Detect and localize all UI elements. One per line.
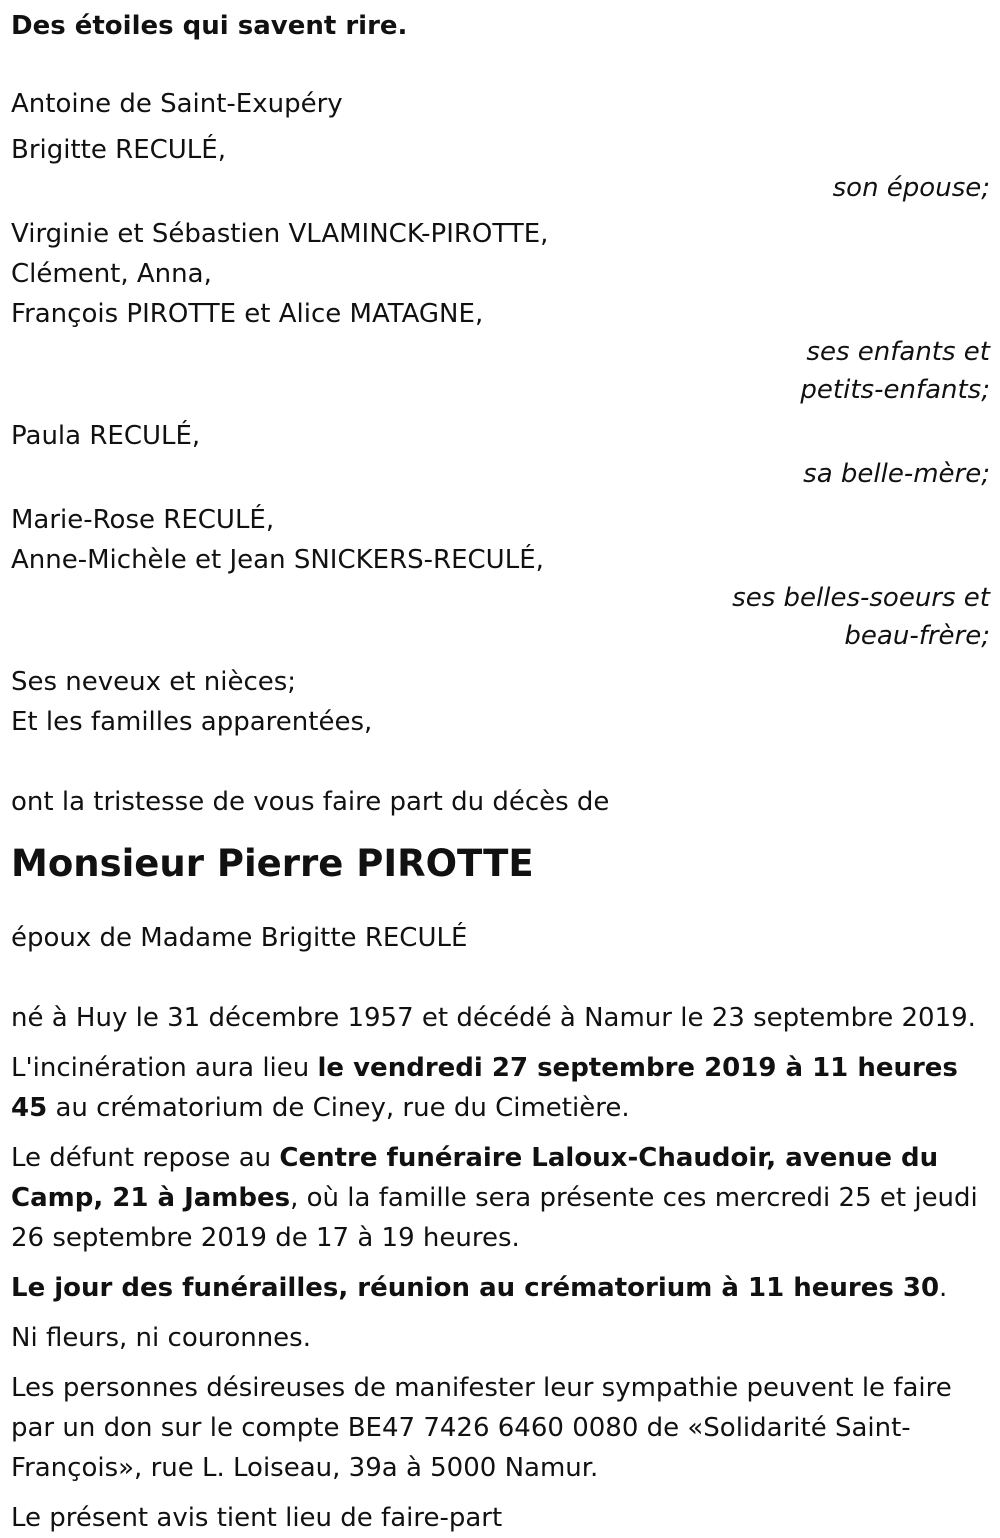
donation-paragraph: Les personnes désireuses de manifester leur sympathie peuvent le faire par un don sur le compte BE47 7426 6460 0080 de «Solidarité Saint-François», rue L. Loiseau, 39a à 5000 Namur.	[11, 1373, 952, 1483]
family-name: Brigitte RECULÉ,	[11, 135, 226, 165]
spouse-line: époux de Madame Brigitte RECULÉ	[11, 923, 468, 953]
repose-paragraph	[11, 1138, 990, 1258]
family-group-children	[11, 214, 990, 410]
family-name: Virginie et Sébastien VLAMINCK-PIROTTE,	[11, 219, 549, 249]
family-role: beau-frère;	[844, 621, 990, 651]
family-group-mother-in-law	[11, 416, 990, 494]
meeting-paragraph	[11, 1268, 990, 1308]
birth-death-line: né à Huy le 31 décembre 1957 et décédé à Namur le 23 septembre 2019.	[11, 1003, 976, 1033]
epigraph-author: Antoine de Saint-Exupéry	[11, 89, 343, 119]
family-name: Anne-Michèle et Jean SNICKERS-RECULÉ,	[11, 545, 544, 575]
family-role: ses belles-soeurs et	[732, 583, 990, 613]
obituary-notice	[11, 6, 990, 1538]
family-name: François PIROTTE et Alice MATAGNE,	[11, 299, 484, 329]
announcement: ont la tristesse de vous faire part du décès de	[11, 787, 610, 817]
family-group-siblings-in-law	[11, 500, 990, 656]
family-role: sa belle-mère;	[803, 459, 990, 489]
family-role: ses enfants et	[806, 337, 990, 367]
spacer	[11, 46, 990, 84]
family-role: petits-enfants;	[800, 375, 990, 405]
epigraph-quote: Des étoiles qui savent rire.	[11, 11, 408, 41]
other-relatives	[11, 662, 990, 742]
cremation-suffix: au crématorium de Ciney, rue du Cimetière.	[47, 1093, 630, 1123]
family-name: Marie-Rose RECULÉ,	[11, 505, 275, 535]
cremation-date: le vendredi 27 septembre 2019 à 11 heures 45	[11, 1053, 958, 1123]
closing-note: Le présent avis tient lieu de faire-part	[11, 1503, 503, 1533]
flowers-note: Ni fleurs, ni couronnes.	[11, 1323, 311, 1353]
cremation-prefix: L'incinération aura lieu	[11, 1053, 318, 1083]
repose-location: Centre funéraire Laloux-Chaudoir, avenue du Camp, 21 à Jambes	[11, 1143, 939, 1213]
other-relatives-line: Et les familles apparentées,	[11, 707, 373, 737]
spacer	[11, 958, 990, 998]
family-role: son épouse;	[832, 173, 990, 203]
meeting-suffix: .	[939, 1273, 948, 1303]
family-group-spouse	[11, 130, 990, 208]
deceased-name: Monsieur Pierre PIROTTE	[11, 842, 534, 885]
family-name: Clément, Anna,	[11, 259, 212, 289]
repose-suffix: , où la famille sera présente ces mercredi 25 et jeudi 26 septembre 2019 de 17 à 19 heures.	[11, 1183, 978, 1253]
cremation-paragraph	[11, 1048, 990, 1128]
other-relatives-line: Ses neveux et nièces;	[11, 667, 297, 697]
family-name: Paula RECULÉ,	[11, 421, 201, 451]
meeting-text: Le jour des funérailles, réunion au crématorium à 11 heures 30	[11, 1273, 940, 1303]
repose-prefix: Le défunt repose au	[11, 1143, 280, 1173]
spacer	[11, 742, 990, 782]
